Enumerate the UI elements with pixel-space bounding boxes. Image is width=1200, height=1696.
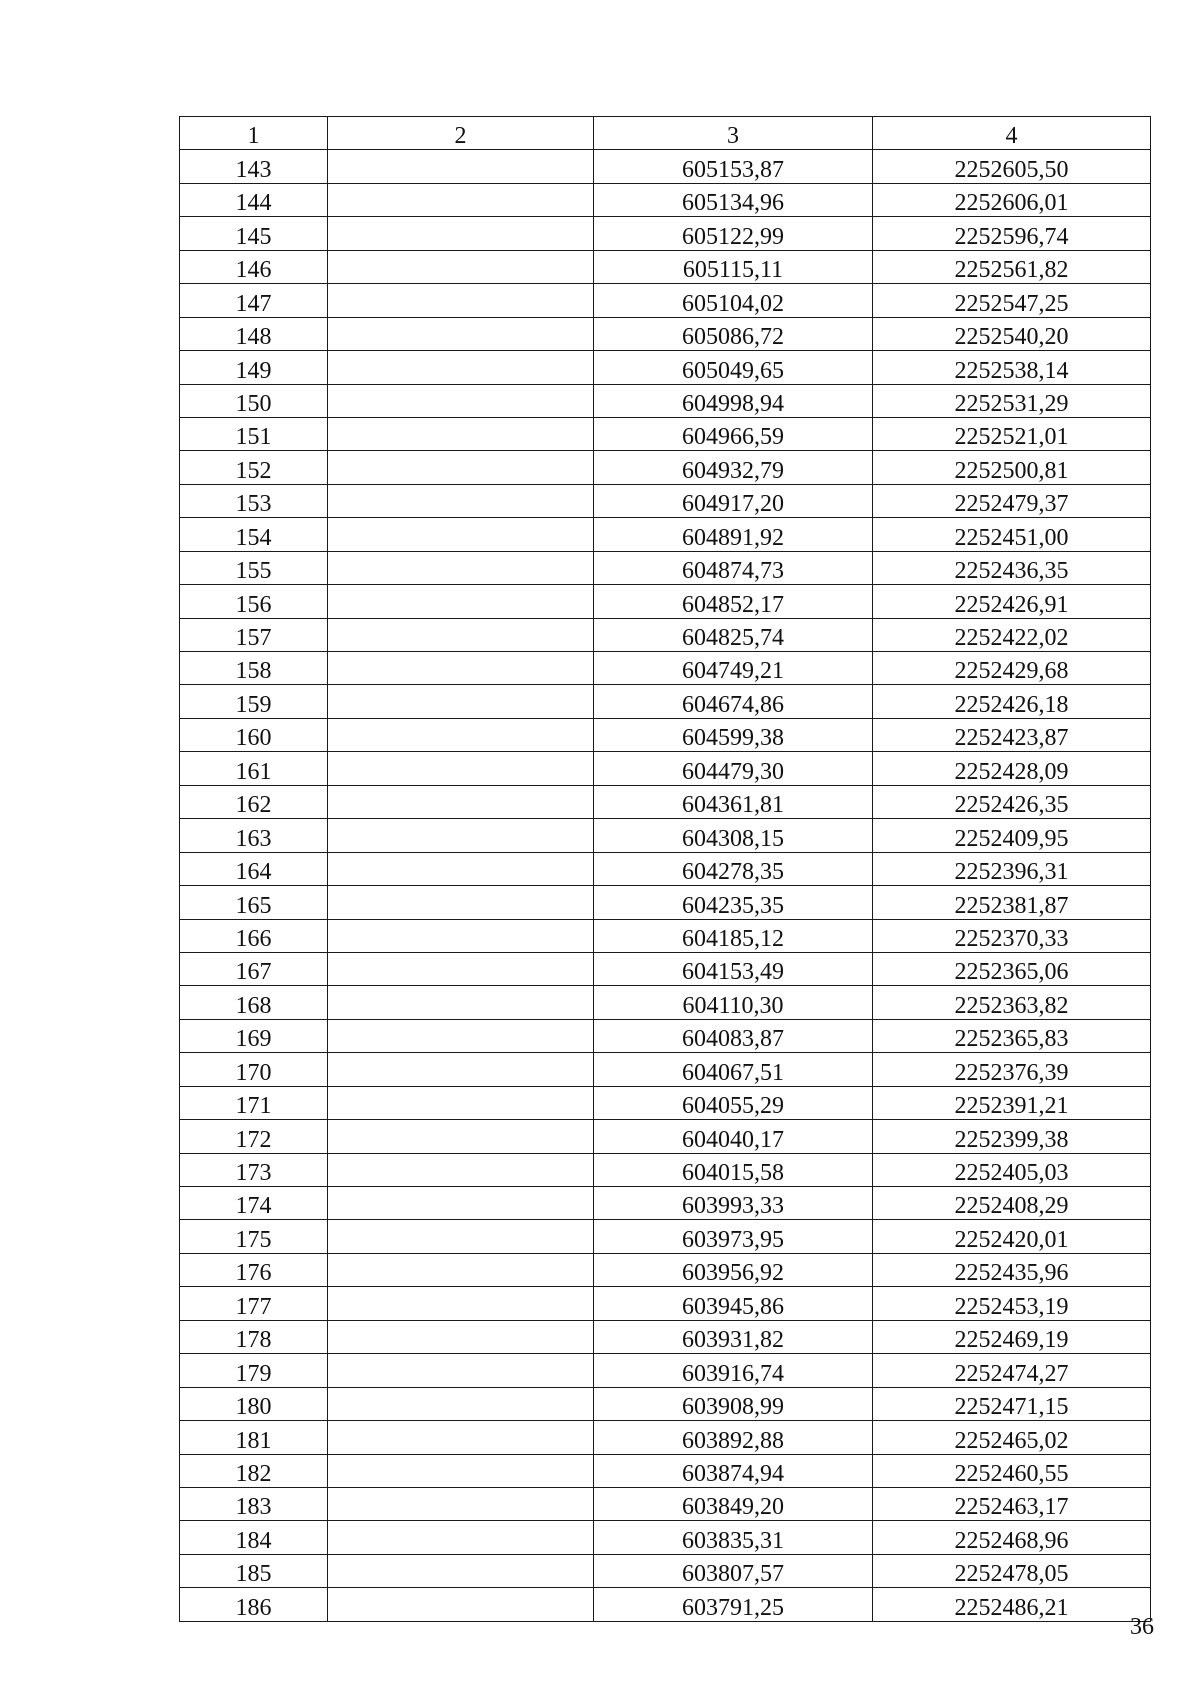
table-row: [180, 1120, 1151, 1153]
table-cell-col-4: 2252429,68: [873, 652, 1151, 685]
table-cell-col-4: 2252408,29: [873, 1187, 1151, 1220]
table-row: [180, 1253, 1151, 1286]
table-cell-col-3: 604891,92: [594, 518, 873, 551]
table-row: [180, 1187, 1151, 1220]
table-cell-col-1: 185: [180, 1554, 328, 1587]
table-cell-col-3: 603791,25: [594, 1588, 873, 1621]
table-cell-col-1: 170: [180, 1053, 328, 1086]
table-cell-col-4: 2252468,96: [873, 1521, 1151, 1554]
table-cell-col-1: 149: [180, 351, 328, 384]
table-cell-col-1: 161: [180, 752, 328, 785]
table-cell-col-2: [328, 1521, 594, 1554]
table-cell-col-4: 2252423,87: [873, 718, 1151, 751]
table-cell-col-1: 148: [180, 317, 328, 350]
table-cell-col-4: 2252435,96: [873, 1253, 1151, 1286]
table-cell-col-1: 144: [180, 183, 328, 216]
table-cell-col-3: 604235,35: [594, 886, 873, 919]
table-cell-col-2: [328, 217, 594, 250]
header-cell-col-2: 2: [328, 117, 594, 150]
table-cell-col-4: 2252426,91: [873, 585, 1151, 618]
table-cell-col-3: 603945,86: [594, 1287, 873, 1320]
table-cell-col-4: 2252465,02: [873, 1421, 1151, 1454]
table-cell-col-4: 2252460,55: [873, 1454, 1151, 1487]
table-row: [180, 551, 1151, 584]
table-cell-col-2: [328, 685, 594, 718]
table-cell-col-4: 2252478,05: [873, 1554, 1151, 1587]
table-cell-col-1: 155: [180, 551, 328, 584]
table-cell-col-1: 176: [180, 1253, 328, 1286]
table-row: [180, 785, 1151, 818]
table-cell-col-3: 605049,65: [594, 351, 873, 384]
table-cell-col-3: 603807,57: [594, 1554, 873, 1587]
table-cell-col-1: 150: [180, 384, 328, 417]
table-cell-col-2: [328, 785, 594, 818]
table-row: [180, 351, 1151, 384]
table-cell-col-1: 147: [180, 284, 328, 317]
table-row: [180, 1387, 1151, 1420]
table-cell-col-3: 605153,87: [594, 150, 873, 183]
table-cell-col-4: 2252540,20: [873, 317, 1151, 350]
table-cell-col-4: 2252409,95: [873, 819, 1151, 852]
table-cell-col-1: 153: [180, 484, 328, 517]
header-row: [180, 117, 1151, 150]
table-row: [180, 384, 1151, 417]
table-row: [180, 886, 1151, 919]
table-cell-col-2: [328, 417, 594, 450]
table-cell-col-2: [328, 451, 594, 484]
table-row: [180, 1086, 1151, 1119]
table-row: [180, 518, 1151, 551]
table-cell-col-4: 2252538,14: [873, 351, 1151, 384]
table-cell-col-3: 604055,29: [594, 1086, 873, 1119]
table-cell-col-3: 603931,82: [594, 1320, 873, 1353]
table-cell-col-2: [328, 852, 594, 885]
table-cell-col-1: 174: [180, 1187, 328, 1220]
table-cell-col-4: 2252363,82: [873, 986, 1151, 1019]
table-cell-col-1: 172: [180, 1120, 328, 1153]
table-row: [180, 852, 1151, 885]
table-cell-col-1: 183: [180, 1487, 328, 1520]
table-cell-col-4: 2252422,02: [873, 618, 1151, 651]
table-cell-col-3: 604083,87: [594, 1019, 873, 1052]
table-cell-col-4: 2252376,39: [873, 1053, 1151, 1086]
table-cell-col-1: 169: [180, 1019, 328, 1052]
table-row: [180, 284, 1151, 317]
table-cell-col-3: 604015,58: [594, 1153, 873, 1186]
table-cell-col-2: [328, 1220, 594, 1253]
table-cell-col-3: 604185,12: [594, 919, 873, 952]
table-cell-col-3: 604479,30: [594, 752, 873, 785]
table-cell-col-2: [328, 585, 594, 618]
table-cell-col-2: [328, 718, 594, 751]
table-cell-col-3: 605115,11: [594, 250, 873, 283]
table-cell-col-2: [328, 819, 594, 852]
table-row: [180, 1287, 1151, 1320]
table-cell-col-3: 604674,86: [594, 685, 873, 718]
table-header: [180, 117, 1151, 150]
table-cell-col-2: [328, 752, 594, 785]
table-row: [180, 250, 1151, 283]
table-cell-col-2: [328, 317, 594, 350]
table-cell-col-4: 2252531,29: [873, 384, 1151, 417]
table-row: [180, 484, 1151, 517]
table-row: [180, 1153, 1151, 1186]
table-cell-col-1: 152: [180, 451, 328, 484]
table-cell-col-2: [328, 150, 594, 183]
table-cell-col-4: 2252381,87: [873, 886, 1151, 919]
table-row: [180, 952, 1151, 985]
table-cell-col-1: 181: [180, 1421, 328, 1454]
table-cell-col-3: 605086,72: [594, 317, 873, 350]
table-cell-col-4: 2252521,01: [873, 417, 1151, 450]
table-cell-col-4: 2252436,35: [873, 551, 1151, 584]
table-row: [180, 183, 1151, 216]
table-cell-col-4: 2252420,01: [873, 1220, 1151, 1253]
table-cell-col-2: [328, 1354, 594, 1387]
table-cell-col-1: 178: [180, 1320, 328, 1353]
table-cell-col-1: 175: [180, 1220, 328, 1253]
table-cell-col-4: 2252605,50: [873, 150, 1151, 183]
table-cell-col-2: [328, 183, 594, 216]
table-cell-col-3: 604278,35: [594, 852, 873, 885]
table-body: [180, 150, 1151, 1621]
table-cell-col-1: 180: [180, 1387, 328, 1420]
table-row: [180, 417, 1151, 450]
table-cell-col-3: 604153,49: [594, 952, 873, 985]
table-cell-col-1: 159: [180, 685, 328, 718]
table-row: [180, 1354, 1151, 1387]
table-cell-col-1: 182: [180, 1454, 328, 1487]
table-cell-col-3: 605134,96: [594, 183, 873, 216]
table-cell-col-3: 603916,74: [594, 1354, 873, 1387]
table-row: [180, 1588, 1151, 1621]
table-cell-col-2: [328, 1487, 594, 1520]
table-cell-col-1: 164: [180, 852, 328, 885]
table-row: [180, 919, 1151, 952]
table-cell-col-2: [328, 1187, 594, 1220]
table-cell-col-3: 604749,21: [594, 652, 873, 685]
table-cell-col-4: 2252479,37: [873, 484, 1151, 517]
table-cell-col-4: 2252606,01: [873, 183, 1151, 216]
table-cell-col-3: 604874,73: [594, 551, 873, 584]
table-cell-col-2: [328, 1588, 594, 1621]
table-row: [180, 652, 1151, 685]
table-row: [180, 819, 1151, 852]
table-cell-col-3: 603908,99: [594, 1387, 873, 1420]
table-cell-col-4: 2252391,21: [873, 1086, 1151, 1119]
table-cell-col-2: [328, 1253, 594, 1286]
table-cell-col-1: 171: [180, 1086, 328, 1119]
table-cell-col-1: 157: [180, 618, 328, 651]
page-number: 36: [1130, 1614, 1154, 1640]
table-row: [180, 752, 1151, 785]
coordinates-table: [179, 116, 1151, 1622]
table-cell-col-2: [328, 1387, 594, 1420]
table-cell-col-4: 2252500,81: [873, 451, 1151, 484]
header-cell-col-3: 3: [594, 117, 873, 150]
table-cell-col-3: 603892,88: [594, 1421, 873, 1454]
table-cell-col-1: 165: [180, 886, 328, 919]
table-cell-col-1: 186: [180, 1588, 328, 1621]
table-cell-col-1: 151: [180, 417, 328, 450]
table-cell-col-4: 2252596,74: [873, 217, 1151, 250]
table-cell-col-2: [328, 1019, 594, 1052]
table-cell-col-3: 604599,38: [594, 718, 873, 751]
table-cell-col-3: 603993,33: [594, 1187, 873, 1220]
table-cell-col-1: 146: [180, 250, 328, 283]
table-cell-col-3: 603849,20: [594, 1487, 873, 1520]
table-cell-col-2: [328, 1287, 594, 1320]
table-cell-col-3: 604040,17: [594, 1120, 873, 1153]
table-cell-col-4: 2252453,19: [873, 1287, 1151, 1320]
table-cell-col-1: 163: [180, 819, 328, 852]
table-row: [180, 585, 1151, 618]
table-cell-col-2: [328, 919, 594, 952]
table-row: [180, 1019, 1151, 1052]
table-cell-col-4: 2252451,00: [873, 518, 1151, 551]
table-cell-col-1: 179: [180, 1354, 328, 1387]
table-cell-col-2: [328, 250, 594, 283]
table-cell-col-1: 156: [180, 585, 328, 618]
table-cell-col-1: 166: [180, 919, 328, 952]
table-row: [180, 718, 1151, 751]
table-cell-col-2: [328, 518, 594, 551]
table-cell-col-3: 604308,15: [594, 819, 873, 852]
table-row: [180, 1053, 1151, 1086]
table-cell-col-4: 2252396,31: [873, 852, 1151, 885]
table-cell-col-3: 604998,94: [594, 384, 873, 417]
table-cell-col-2: [328, 1320, 594, 1353]
table-cell-col-3: 603835,31: [594, 1521, 873, 1554]
table-cell-col-3: 604110,30: [594, 986, 873, 1019]
table-cell-col-2: [328, 1421, 594, 1454]
table-cell-col-1: 184: [180, 1521, 328, 1554]
table-cell-col-1: 154: [180, 518, 328, 551]
table-row: [180, 618, 1151, 651]
table-cell-col-1: 177: [180, 1287, 328, 1320]
table-cell-col-4: 2252365,06: [873, 952, 1151, 985]
table-cell-col-4: 2252463,17: [873, 1487, 1151, 1520]
table-cell-col-1: 160: [180, 718, 328, 751]
table-cell-col-2: [328, 551, 594, 584]
table-cell-col-2: [328, 952, 594, 985]
table-row: [180, 451, 1151, 484]
table-cell-col-2: [328, 986, 594, 1019]
table-cell-col-2: [328, 284, 594, 317]
table-cell-col-3: 604825,74: [594, 618, 873, 651]
table-cell-col-1: 162: [180, 785, 328, 818]
table-row: [180, 1220, 1151, 1253]
table-row: [180, 1521, 1151, 1554]
table-cell-col-2: [328, 1454, 594, 1487]
table-cell-col-2: [328, 1153, 594, 1186]
table-cell-col-4: 2252547,25: [873, 284, 1151, 317]
table-cell-col-3: 603956,92: [594, 1253, 873, 1286]
table-row: [180, 1320, 1151, 1353]
table-cell-col-2: [328, 618, 594, 651]
table-cell-col-2: [328, 1053, 594, 1086]
table-cell-col-2: [328, 384, 594, 417]
table-cell-col-1: 145: [180, 217, 328, 250]
header-cell-col-1: 1: [180, 117, 328, 150]
table-row: [180, 150, 1151, 183]
table-cell-col-2: [328, 484, 594, 517]
table-row: [180, 685, 1151, 718]
table-cell-col-3: 604067,51: [594, 1053, 873, 1086]
table-cell-col-3: 603874,94: [594, 1454, 873, 1487]
table-cell-col-3: 605122,99: [594, 217, 873, 250]
table-row: [180, 1421, 1151, 1454]
table-cell-col-4: 2252426,35: [873, 785, 1151, 818]
table-cell-col-1: 143: [180, 150, 328, 183]
table-cell-col-2: [328, 351, 594, 384]
table-cell-col-4: 2252405,03: [873, 1153, 1151, 1186]
table-cell-col-3: 604932,79: [594, 451, 873, 484]
table-row: [180, 1487, 1151, 1520]
table-row: [180, 317, 1151, 350]
table-cell-col-4: 2252365,83: [873, 1019, 1151, 1052]
table-cell-col-4: 2252370,33: [873, 919, 1151, 952]
table-cell-col-1: 173: [180, 1153, 328, 1186]
table-row: [180, 986, 1151, 1019]
table-cell-col-2: [328, 1120, 594, 1153]
table-cell-col-2: [328, 652, 594, 685]
table-cell-col-4: 2252428,09: [873, 752, 1151, 785]
table-cell-col-4: 2252474,27: [873, 1354, 1151, 1387]
table-cell-col-1: 167: [180, 952, 328, 985]
table-row: [180, 1554, 1151, 1587]
table-cell-col-4: 2252469,19: [873, 1320, 1151, 1353]
table-cell-col-3: 604361,81: [594, 785, 873, 818]
header-cell-col-4: 4: [873, 117, 1151, 150]
table-cell-col-2: [328, 886, 594, 919]
table-row: [180, 217, 1151, 250]
table-cell-col-3: 603973,95: [594, 1220, 873, 1253]
table-cell-col-3: 604917,20: [594, 484, 873, 517]
table-cell-col-2: [328, 1554, 594, 1587]
table-cell-col-4: 2252471,15: [873, 1387, 1151, 1420]
table-cell-col-1: 168: [180, 986, 328, 1019]
table-cell-col-4: 2252486,21: [873, 1588, 1151, 1621]
table-cell-col-4: 2252561,82: [873, 250, 1151, 283]
table-cell-col-4: 2252399,38: [873, 1120, 1151, 1153]
table-row: [180, 1454, 1151, 1487]
table-cell-col-3: 604852,17: [594, 585, 873, 618]
table-cell-col-4: 2252426,18: [873, 685, 1151, 718]
table-cell-col-3: 605104,02: [594, 284, 873, 317]
table-cell-col-3: 604966,59: [594, 417, 873, 450]
table-cell-col-1: 158: [180, 652, 328, 685]
table-cell-col-2: [328, 1086, 594, 1119]
